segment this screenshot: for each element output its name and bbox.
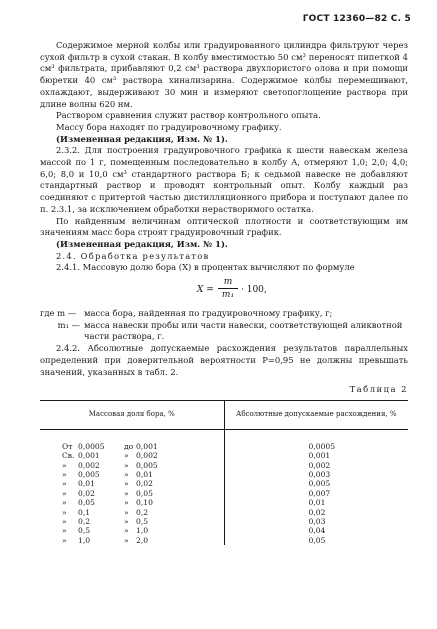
tolerance-cell: 0,03 <box>308 516 326 526</box>
tolerance-cell: 0,02 <box>308 507 326 517</box>
tolerance-cell: 0,05 <box>308 535 326 545</box>
range-sep: » <box>124 460 129 470</box>
formula-fraction <box>218 276 238 301</box>
table-body <box>40 429 408 545</box>
formula <box>40 276 408 306</box>
range-cell <box>40 470 224 479</box>
tolerance-cell: 0,002 <box>308 460 331 470</box>
table-row <box>40 461 408 470</box>
tolerance-cell: 0,04 <box>308 526 326 536</box>
range-sep: до <box>124 441 134 451</box>
range-low: 0,1 <box>78 507 91 517</box>
range-sep: » <box>124 516 129 526</box>
range-low: 0,2 <box>78 516 91 526</box>
range-cell <box>40 479 224 488</box>
table-caption: Таблица 2 <box>349 384 408 395</box>
definition-text: масса бора, найденная по градуировочному графику, г; <box>84 308 333 319</box>
paragraph: 2.4.1. Массовую долю бора (X) в процентах вычисляют по формуле <box>56 262 355 273</box>
tolerance-cell: 0,001 <box>308 451 331 461</box>
column-header: Массовая доля бора, % <box>40 400 224 429</box>
formula-lhs: X = <box>197 285 214 296</box>
range-prefix: » <box>62 488 67 498</box>
tolerance-cell: 0,007 <box>308 488 331 498</box>
range-cell <box>40 489 224 498</box>
tolerance-cell: 0,005 <box>308 479 331 489</box>
range-prefix: Св. <box>62 451 75 461</box>
data-table <box>40 400 408 545</box>
range-sep: » <box>124 535 129 545</box>
range-high: 0,2 <box>136 507 149 517</box>
range-low: 0,0005 <box>78 441 105 451</box>
definition-text: масса навески пробы или части навески, соответствующей аликвотной части раствора, г. <box>84 319 403 342</box>
range-prefix: » <box>62 469 67 479</box>
range-high: 0,01 <box>136 469 153 479</box>
range-cell <box>40 461 224 470</box>
range-sep: » <box>124 507 129 517</box>
range-high: 0,10 <box>136 498 153 508</box>
range-low: 0,002 <box>78 460 100 470</box>
range-high: 2,0 <box>136 535 149 545</box>
paragraph: Массу бора находят по градуировочному графику. <box>56 121 282 132</box>
table-row <box>40 451 408 460</box>
table-row <box>40 517 408 526</box>
range-high: 0,002 <box>136 451 158 461</box>
range-cell <box>40 526 224 535</box>
range-prefix: От <box>62 441 73 451</box>
range-prefix: » <box>62 498 67 508</box>
range-high: 0,5 <box>136 516 149 526</box>
range-low: 1,0 <box>78 535 91 545</box>
range-cell <box>40 508 224 517</box>
table-row <box>40 470 408 479</box>
range-prefix: » <box>62 526 67 536</box>
table-header-row <box>40 400 408 429</box>
range-sep: » <box>124 526 129 536</box>
paragraph: 2.4.2. Абсолютные допускаемые расхождения результатов параллельных определений при доверительной вероятности P=0,95 не должны превышать значений, указанных в табл. 2. <box>40 343 408 377</box>
range-sep: » <box>124 498 129 508</box>
formula-denominator: m₁ <box>221 290 235 301</box>
section-heading: 2.4. Обработка результатов <box>56 250 210 261</box>
paragraph: Содержимое мерной колбы или градуированного цилиндра фильтруют через сухой фильтр в сухой стакан. В колбу вместимостью 50 см³ переносят пипеткой 4 см³ фильтрата, прибавляют 0,2 см³ раствора двухлористого олова и при помощи бюретки 40 см³ раствора хинализарина. Содержимое колбы перемешивают, охлаждают, выдерживают 30 мин и измеряют светопоглощение раствора при длине волны 620 нм. <box>40 40 408 109</box>
table-row <box>40 536 408 545</box>
range-prefix: » <box>62 460 67 470</box>
range-cell <box>40 536 224 545</box>
range-cell <box>40 517 224 526</box>
range-high: 0,02 <box>136 479 153 489</box>
formula-rhs: · 100, <box>241 285 267 296</box>
tolerance-cell: 0,003 <box>308 469 331 479</box>
range-low: 0,001 <box>78 451 100 461</box>
definition <box>40 308 408 320</box>
range-prefix: » <box>62 535 67 545</box>
range-low: 0,005 <box>78 469 100 479</box>
paragraph: Раствором сравнения служит раствор контрольного опыта. <box>56 110 321 121</box>
table-row <box>40 489 408 498</box>
range-low: 0,02 <box>78 488 95 498</box>
paragraph: По найденным величинам оптической плотности и соответствующим им значениям масс бора строят градуировочный график. <box>40 215 408 238</box>
document-body <box>40 40 408 545</box>
table-row <box>40 498 408 507</box>
tolerance-cell: 0,0005 <box>308 441 336 451</box>
table-row <box>40 429 408 451</box>
range-sep: » <box>124 479 129 489</box>
range-cell <box>40 429 224 451</box>
paragraph: 2.3.2. Для построения градуировочного графика к шести навескам железа массой по 1 г, помещенным последовательно в колбу А, отмеряют 1,0; 2,0; 4,0; 6,0; 8,0 и 10,0 см³ стандартного раствора Б; к седьмой навеске не добавляют стандартный раствор и проводят контрольный опыт. Колбу каждый раз соединяют с притертой частью дистилляционного прибора и поступают далее по п. 2.3.1, за исключением обработки нерастворимого остатка. <box>40 145 408 214</box>
range-sep: » <box>124 488 129 498</box>
range-low: 0,05 <box>78 498 95 508</box>
range-sep: » <box>124 469 129 479</box>
formula-numerator: m <box>218 276 238 289</box>
range-cell <box>40 498 224 507</box>
range-cell <box>40 451 224 460</box>
range-prefix: » <box>62 479 67 489</box>
range-low: 0,5 <box>78 526 91 536</box>
table-row <box>40 526 408 535</box>
range-prefix: » <box>62 516 67 526</box>
revision-note: (Измененная редакция, Изм. № 1). <box>56 133 228 144</box>
table-row <box>40 508 408 517</box>
tolerance-cell: 0,01 <box>308 498 326 508</box>
range-high: 0,05 <box>136 488 153 498</box>
range-prefix: » <box>62 507 67 517</box>
table-row <box>40 479 408 488</box>
range-high: 1,0 <box>136 526 149 536</box>
revision-note: (Измененная редакция, Изм. № 1). <box>56 238 228 249</box>
definition <box>40 320 408 343</box>
page-header: ГОСТ 12360—82 С. 5 <box>302 14 411 24</box>
range-high: 0,005 <box>136 460 158 470</box>
range-low: 0,01 <box>78 479 95 489</box>
definition-term: m₁ — <box>57 319 80 330</box>
column-header: Абсолютные допускаемые расхождения, % <box>224 400 408 429</box>
definition-term: где m — <box>40 308 77 319</box>
range-high: 0,001 <box>136 441 158 451</box>
range-sep: » <box>124 451 129 461</box>
